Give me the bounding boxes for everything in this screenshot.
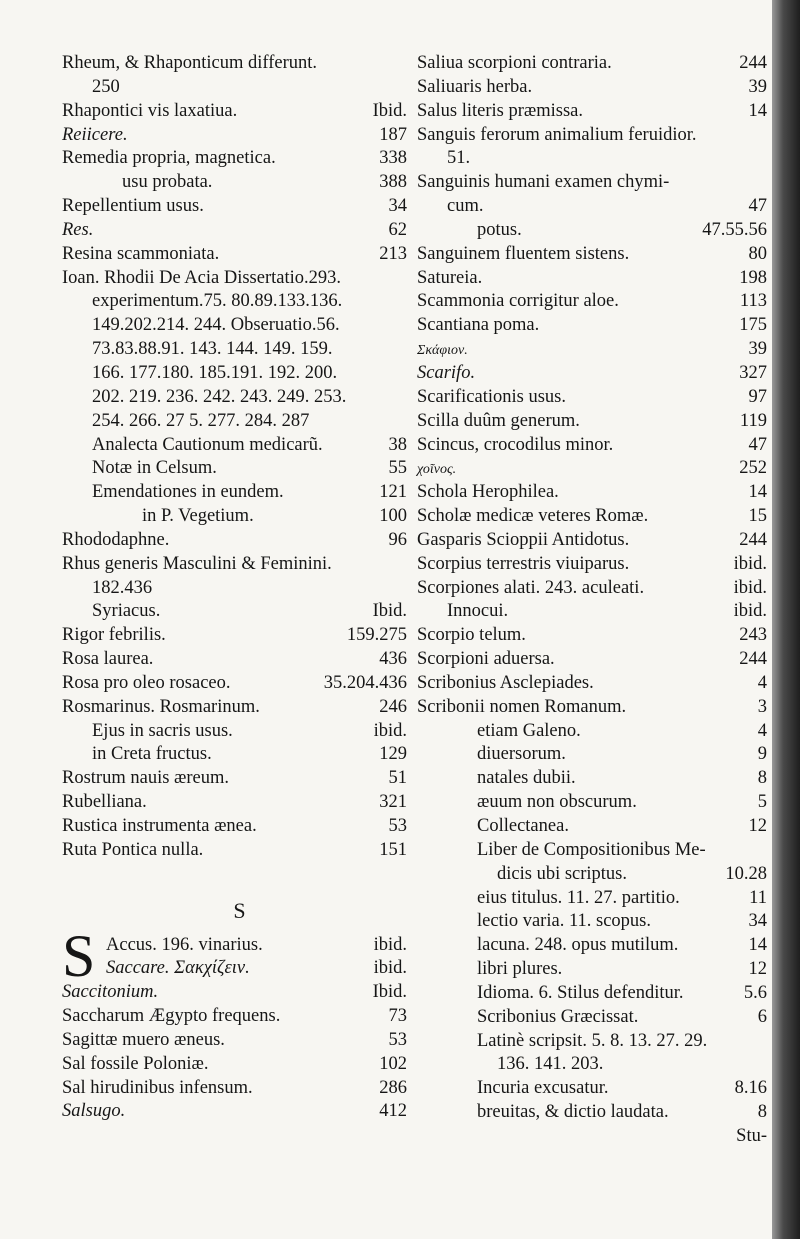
index-entry-page: 55 (388, 458, 407, 479)
index-entry-page: 187 (379, 124, 407, 145)
index-entry-term: in Creta fructus. (92, 744, 212, 765)
drop-cap-letter: S (62, 922, 96, 989)
index-entry (62, 481, 407, 505)
index-entry (417, 481, 767, 505)
index-entry (417, 863, 767, 887)
index-entry (417, 100, 767, 124)
index-entry-page: 53 (388, 816, 407, 836)
index-entry (417, 672, 767, 696)
index-entry-page: Ibid. (372, 601, 407, 622)
index-column-right (417, 52, 767, 1149)
index-entry (417, 171, 767, 195)
index-entry-page: 129 (379, 744, 407, 765)
index-entry-term: natales dubii. (477, 768, 576, 789)
index-entry (417, 1006, 767, 1030)
index-entry (417, 434, 767, 458)
index-entry (417, 934, 767, 958)
index-entry (62, 1100, 407, 1124)
index-entry (417, 386, 767, 410)
index-entry-term: cum. (447, 196, 484, 217)
index-entry (417, 553, 767, 577)
index-entry-page: 10.28 (725, 863, 767, 884)
index-entry-page: 8.16 (734, 1078, 767, 1099)
index-entry-term: Scorpioni aduersa. (417, 649, 555, 670)
index-entry-term: Analecta Cautionum medicarũ. (92, 434, 323, 455)
index-entry-term: Scribonius Græcissat. (477, 1006, 639, 1027)
index-entry-page: 8 (757, 1102, 767, 1123)
index-entry-page: 62 (388, 219, 407, 240)
index-entry (62, 1053, 407, 1077)
index-entry-page: 96 (388, 529, 407, 550)
index-entry (62, 1005, 407, 1029)
section-gap (62, 863, 407, 887)
index-entry (417, 767, 767, 791)
index-entry-page: 39 (748, 339, 767, 360)
index-entry-page: 102 (379, 1053, 407, 1074)
index-entry-page: ibid. (373, 720, 407, 741)
index-entry-page: 3 (757, 696, 767, 717)
index-entry-page: 11 (749, 887, 767, 908)
index-entry (62, 243, 407, 267)
index-entry-page: 286 (379, 1077, 407, 1098)
index-entry-page: 14 (748, 100, 767, 121)
index-entry-term: Scribonii nomen Romanum. (417, 696, 627, 717)
index-entry-term: eius titulus. 11. 27. partitio. (477, 887, 680, 908)
index-entry (62, 1077, 407, 1101)
index-entry-page: 121 (379, 482, 407, 503)
index-entry (62, 815, 407, 839)
index-entry-term: æuum non obscurum. (477, 792, 637, 813)
index-entry-page: 151 (379, 839, 407, 860)
index-entry-term: 73.83.88.91. 143. 144. 149. 159. (92, 339, 333, 360)
index-entry-term: Scarificationis usus. (417, 386, 567, 407)
index-entry-term: Schola Herophilea. (417, 482, 559, 503)
index-entry-page: 47 (748, 434, 767, 455)
index-entry-page: ibid. (733, 577, 767, 598)
index-entry (417, 505, 767, 529)
index-entry (62, 362, 407, 386)
index-entry-term: 51. (447, 148, 471, 169)
index-entry-term: 202. 219. 236. 242. 243. 249. 253. (92, 386, 347, 407)
index-entry (62, 219, 407, 243)
index-entry-term: libri plures. (477, 959, 563, 980)
index-entry (62, 290, 407, 314)
index-entry-page: Ibid. (372, 100, 407, 121)
index-entry-page: 14 (748, 482, 767, 503)
index-entry-page: 244 (739, 529, 767, 550)
index-entry-page: ibid. (733, 553, 767, 574)
index-entry (417, 76, 767, 100)
index-entry-term: Scholæ medicæ veteres Romæ. (417, 506, 649, 527)
index-entry-term: Scribonius Asclepiades. (417, 672, 594, 693)
index-entry-term: Satureia. (417, 267, 483, 288)
index-entry (62, 386, 407, 410)
index-entry-page: 113 (739, 291, 767, 312)
index-entry-term: Latinè scripsit. 5. 8. 13. 27. 29. (477, 1030, 708, 1051)
index-entry (417, 958, 767, 982)
index-entry-term: Salsugo. (62, 1101, 126, 1122)
index-entry (62, 314, 407, 338)
index-entry (417, 624, 767, 648)
index-entry-term: Rosa pro oleo rosaceo. (62, 672, 231, 693)
index-entry (417, 577, 767, 601)
index-entry-term: Ioan. Rhodii De Acia Dissertatio.293. (62, 267, 341, 288)
index-entry-page: 5 (757, 792, 767, 813)
index-entry (62, 1029, 407, 1053)
index-entry-term: Sanguinem fluentem sistens. (417, 243, 630, 264)
index-entry-term: Incuria excusatur. (477, 1078, 609, 1099)
index-entry-page: 159.275 (346, 625, 407, 646)
index-entry-term: Rosa laurea. (62, 649, 154, 670)
index-entry (417, 147, 767, 171)
index-entry-term: Ejus in sacris usus. (92, 720, 233, 741)
index-entry-term: potus. (477, 219, 522, 240)
index-entry (62, 195, 407, 219)
index-entry (62, 553, 407, 577)
index-entry-term: Scorpius terrestris viuiparus. (417, 553, 630, 574)
index-entry-term: Ruta Pontica nulla. (62, 839, 204, 860)
index-entry-term: Rustica instrumenta ænea. (62, 816, 257, 836)
index-entry-term: 136. 141. 203. (497, 1054, 604, 1075)
index-entry-term: 149.202.214. 244. Obseruatio.56. (92, 315, 340, 336)
index-entry-page: 246 (379, 696, 407, 717)
index-entry-term: etiam Galeno. (477, 720, 581, 741)
index-entry (417, 243, 767, 267)
index-entry-term: Resina scammoniata. (62, 243, 220, 264)
index-entry-page: 34 (388, 196, 407, 217)
index-entry-term: Emendationes in eundem. (92, 482, 284, 503)
index-entry-term: breuitas, & dictio laudata. (477, 1102, 669, 1123)
index-entry (417, 124, 767, 148)
index-entry (417, 600, 767, 624)
index-entry (417, 1030, 767, 1054)
index-entry-page: 12 (748, 959, 767, 980)
index-entry (62, 743, 407, 767)
index-entry (417, 314, 767, 338)
index-entry-term: Reiicere. (62, 124, 128, 145)
index-entry-term: 166. 177.180. 185.191. 192. 200. (92, 362, 338, 383)
index-entry-term: 182.436 (92, 577, 153, 598)
index-entry-page: 338 (379, 148, 407, 169)
index-entry-term: Saliuaris herba. (417, 76, 533, 97)
index-entry-term: Scorpiones alati. 243. aculeati. (417, 577, 645, 598)
catchword: Stu- (736, 1125, 767, 1146)
index-entry-page: ibid. (733, 601, 767, 622)
index-entry (62, 839, 407, 863)
index-entry-term: Scammonia corrigitur aloe. (417, 291, 619, 312)
index-entry-page: 80 (748, 243, 767, 264)
index-entry (417, 290, 767, 314)
index-entry (417, 648, 767, 672)
index-entry-page: 436 (379, 649, 407, 670)
index-entry (62, 100, 407, 124)
index-entry-page: 39 (748, 76, 767, 97)
index-entry-term: Rubelliana. (62, 792, 147, 813)
index-entry-term: usu probata. (122, 172, 213, 193)
index-entry (417, 267, 767, 291)
index-entry (417, 815, 767, 839)
index-entry-page: 4 (757, 720, 767, 741)
index-entry-page: 9 (757, 744, 767, 765)
index-entry-term: diuersorum. (477, 744, 566, 765)
index-entry (62, 624, 407, 648)
index-entry (62, 505, 407, 529)
index-entry-page: 100 (379, 506, 407, 527)
index-entry-term: Rhus generis Masculini & Feminini. (62, 553, 332, 574)
index-entry-term: Collectanea. (477, 816, 569, 836)
index-entry-page: 321 (379, 792, 407, 813)
index-entry-page: ibid. (373, 934, 407, 955)
index-entry (62, 600, 407, 624)
index-entry-term: χοῖνος. (417, 462, 457, 478)
index-entry-term: Res. (62, 219, 94, 240)
index-entry (62, 767, 407, 791)
index-entry (417, 362, 767, 386)
index-entry (417, 219, 767, 243)
index-entry-page: 388 (379, 172, 407, 193)
index-entry (62, 457, 407, 481)
index-entry (417, 743, 767, 767)
index-entry-term: Saccitonium. (62, 982, 159, 1003)
index-entry-term: Scantiana poma. (417, 315, 540, 336)
index-entry-term: Scincus, crocodilus minor. (417, 434, 614, 455)
index-entry (417, 720, 767, 744)
index-entry-page: 53 (388, 1029, 407, 1050)
index-entry (62, 52, 407, 76)
index-entry (62, 720, 407, 744)
index-column-left (62, 52, 407, 1124)
index-entry-term: Saccharum Ægypto frequens. (62, 1006, 281, 1027)
index-entry-term: Σκάφιον. (417, 343, 468, 359)
index-entry (417, 839, 767, 863)
index-entry-term: Repellentium usus. (62, 196, 204, 217)
index-entry-page: 51 (388, 768, 407, 789)
index-entry (62, 147, 407, 171)
index-entry (417, 887, 767, 911)
index-entry (62, 410, 407, 434)
index-entry-page: 47 (748, 196, 767, 217)
index-entry-page: 6 (757, 1006, 767, 1027)
index-entry-page: 119 (739, 410, 767, 431)
index-entry-term: in P. Vegetium. (142, 506, 254, 527)
section-heading-letter: S (233, 897, 246, 923)
index-entry (62, 696, 407, 720)
index-entry-term: Saccare. Σακχίζειν. (106, 958, 250, 979)
index-entry (62, 648, 407, 672)
index-entry (62, 434, 407, 458)
index-entry-term: Sanguinis humani examen chymi- (417, 172, 670, 193)
index-entry-term: Liber de Compositionibus Me- (477, 839, 706, 860)
index-entry-term: Scilla duûm generum. (417, 410, 580, 431)
index-entry (62, 672, 407, 696)
index-entry (417, 338, 767, 362)
index-entry-term: Salus literis præmissa. (417, 100, 583, 121)
section-s-entries (62, 922, 407, 1125)
index-entry-page: 34 (748, 911, 767, 932)
index-entry-term: Accus. 196. vinarius. (106, 934, 263, 955)
index-entry (62, 76, 407, 100)
index-entry-page: 15 (748, 506, 767, 527)
index-entry-term: Rosmarinus. Rosmarinum. (62, 696, 260, 717)
index-entry-term: Rhapontici vis laxatiua. (62, 100, 238, 121)
index-entry-page: Ibid. (372, 982, 407, 1003)
index-entry-page: 35.204.436 (323, 672, 407, 693)
index-entry (417, 410, 767, 434)
index-entry (417, 910, 767, 934)
index-entry-term: Rigor febrilis. (62, 625, 166, 646)
index-entry (62, 267, 407, 291)
index-entry-term: Sagittæ muero æneus. (62, 1029, 225, 1050)
index-entry (62, 124, 407, 148)
index-entry-term: Scorpio telum. (417, 625, 526, 646)
index-entry (62, 577, 407, 601)
index-entry-term: Notæ in Celsum. (92, 458, 217, 479)
index-entry-page: 38 (388, 434, 407, 455)
index-entry-term: Gasparis Scioppii Antidotus. (417, 529, 630, 550)
index-entry-page: 5.6 (743, 982, 767, 1003)
index-entry-page: 213 (379, 243, 407, 264)
index-entry (417, 791, 767, 815)
index-entry-page: 12 (748, 816, 767, 836)
index-entry-page: 4 (757, 672, 767, 693)
index-entry-term: Rhododaphne. (62, 529, 170, 550)
index-entry (62, 338, 407, 362)
index-entry-page: ibid. (373, 958, 407, 979)
index-entry (417, 1077, 767, 1101)
index-entry (62, 791, 407, 815)
index-entry-page: 97 (748, 386, 767, 407)
index-entry-page: 8 (757, 768, 767, 789)
index-entry-page: 244 (739, 649, 767, 670)
index-entry-term: Scarifo. (417, 362, 476, 383)
index-entry (417, 696, 767, 720)
index-entry-page: 243 (739, 625, 767, 646)
index-entry-term: Innocui. (447, 601, 509, 622)
index-entry (106, 957, 407, 981)
index-entry (417, 982, 767, 1006)
index-entry (417, 529, 767, 553)
index-entry-term: Rheum, & Rhaponticum differunt. (62, 53, 318, 73)
index-entry (417, 195, 767, 219)
index-entry-page: 14 (748, 935, 767, 956)
index-entry-term: 250 (92, 76, 120, 97)
book-gutter-edge (772, 0, 800, 1239)
index-entry-page: 327 (739, 362, 767, 383)
index-entry-term: Sanguis ferorum animalium feruidior. (417, 124, 697, 145)
index-entry-term: Saliua scorpioni contraria. (417, 53, 612, 73)
index-entry (62, 529, 407, 553)
index-entry-page: 412 (379, 1101, 407, 1122)
index-entry-term: Syriacus. (92, 601, 161, 622)
index-entry-page: 175 (739, 315, 767, 336)
index-entry-page: 73 (388, 1006, 407, 1027)
index-entry-page: 47.55.56 (702, 219, 767, 240)
index-entry-term: Rostrum nauis æreum. (62, 768, 230, 789)
index-entry-term: Sal hirudinibus infensum. (62, 1077, 253, 1098)
index-entry-page: 252 (739, 458, 767, 479)
index-entry-term: Remedia propria, magnetica. (62, 148, 276, 169)
index-entry (417, 1101, 767, 1125)
index-entry (417, 1053, 767, 1077)
index-entry-term: lectio varia. 11. scopus. (477, 911, 651, 932)
index-entry (62, 981, 407, 1005)
index-entry (417, 52, 767, 76)
index-entry-page: 198 (739, 267, 767, 288)
index-entry-term: lacuna. 248. opus mutilum. (477, 935, 679, 956)
index-entry-term: experimentum.75. 80.89.133.136. (92, 291, 343, 312)
index-entry (62, 171, 407, 195)
index-entry-term: Sal fossile Poloniæ. (62, 1053, 209, 1074)
index-entry-term: 254. 266. 27 5. 277. 284. 287 (92, 410, 310, 431)
index-entry (417, 457, 767, 481)
index-entry-term: dicis ubi scriptus. (497, 863, 628, 884)
index-entry-page: 244 (739, 53, 767, 73)
index-entry-term: Idioma. 6. Stilus defenditur. (477, 982, 684, 1003)
